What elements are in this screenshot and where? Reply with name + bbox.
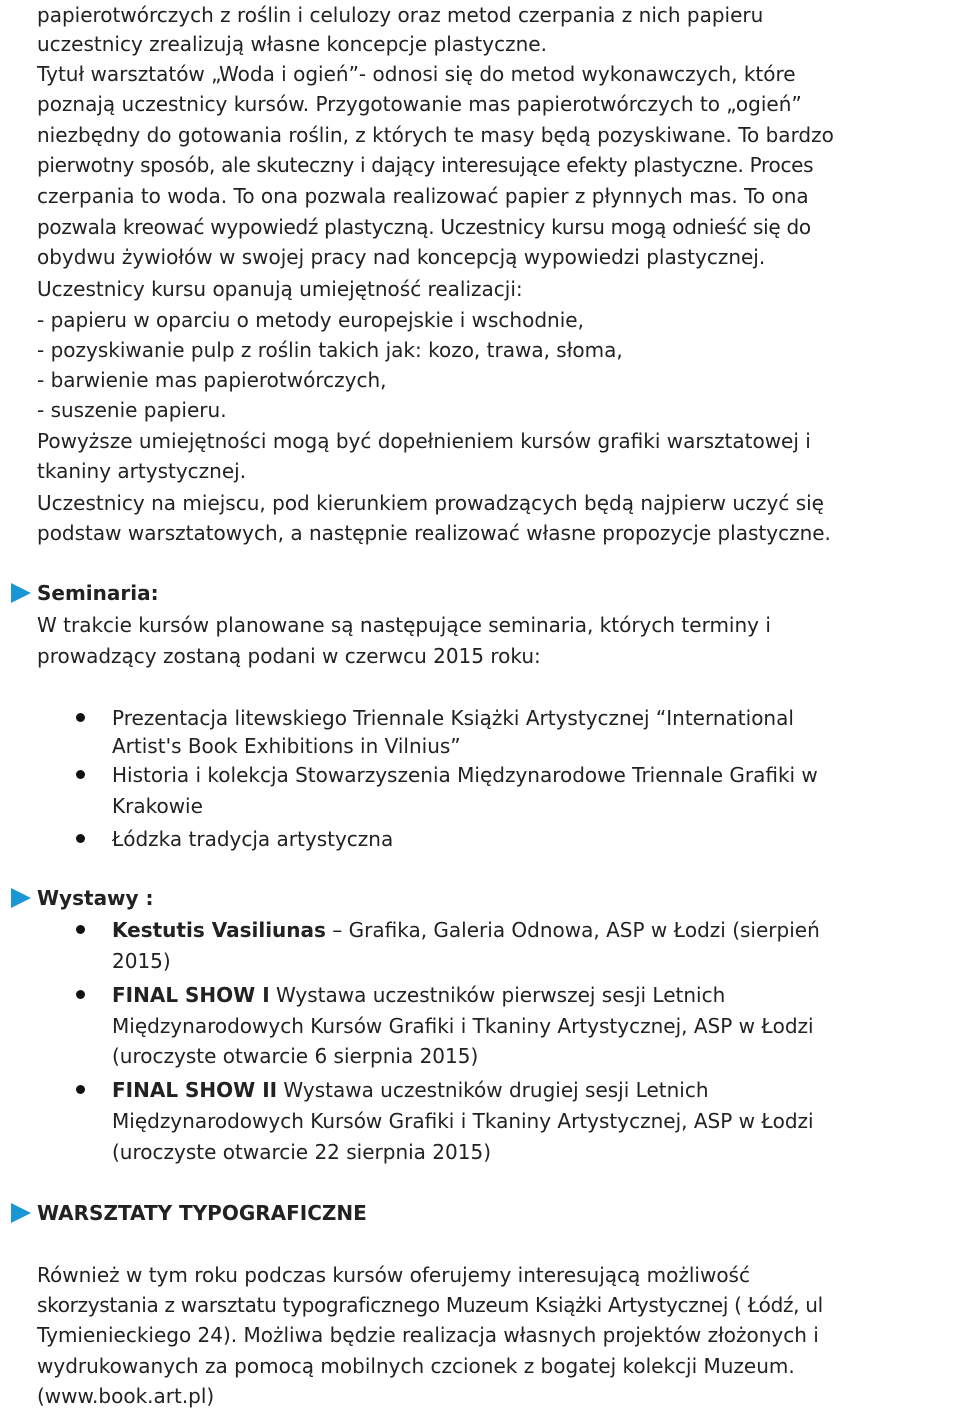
list-item-text: (uroczyste otwarcie 6 sierpnia 2015)	[112, 1044, 479, 1068]
list-item-text: Międzynarodowych Kursów Grafiki i Tkaniny Artystycznej, ASP w Łodzi	[112, 1014, 814, 1038]
list-item-text: Łódzka tradycja artystyczna	[112, 827, 394, 851]
exhibition-title: Kestutis Vasiliunas	[112, 918, 326, 942]
text-line: Uczestnicy na miejscu, pod kierunkiem prowadzących będą najpierw uczyć się	[37, 491, 824, 515]
list-item-text	[112, 980, 725, 1010]
list-item-text: Historia i kolekcja Stowarzyszenia Międzynarodowe Triennale Grafiki w	[112, 763, 818, 787]
bullet-icon	[76, 770, 85, 779]
list-item-text: 2015)	[112, 949, 171, 973]
text-line: wydrukowanych za pomocą mobilnych czcionek z bogatej kolekcji Muzeum.	[37, 1354, 795, 1378]
bullet-icon	[76, 925, 85, 934]
text-line: pierwotny sposób, ale skuteczny i dający interesujące efekty plastyczne. Proces	[37, 153, 814, 177]
list-item-text: Krakowie	[112, 794, 203, 818]
list-item-text: Prezentacja litewskiego Triennale Książki Artystycznej “International	[112, 706, 794, 730]
exhibition-desc: – Grafika, Galeria Odnowa, ASP w Łodzi (sierpień	[325, 918, 820, 942]
text-line: W trakcie kursów planowane są następujące seminaria, których terminy i	[37, 613, 771, 637]
text-line: poznają uczestnicy kursów. Przygotowanie mas papierotwórczych to „ogień”	[37, 92, 802, 116]
section-heading: Wystawy :	[37, 886, 154, 910]
arrow-bullet-icon	[11, 888, 31, 908]
text-line: Tymienieckiego 24). Możliwa będzie realizacja własnych projektów złożonych i	[37, 1323, 819, 1347]
exhibition-title: FINAL SHOW II	[112, 1078, 278, 1102]
section-heading: WARSZTATY TYPOGRAFICZNE	[37, 1201, 367, 1225]
text-line: skorzystania z warsztatu typograficznego Muzeum Książki Artystycznej ( Łódź, ul	[37, 1293, 823, 1317]
exhibition-desc: Wystawa uczestników pierwszej sesji Letnich	[269, 983, 726, 1007]
text-line: pozwala kreować wypowiedź plastyczną. Uczestnicy kursu mogą odnieść się do	[37, 215, 811, 239]
list-item-text	[112, 1075, 709, 1105]
exhibition-desc: Wystawa uczestników drugiej sesji Letnich	[277, 1078, 709, 1102]
bullet-icon	[76, 990, 85, 999]
list-item-text: Artist's Book Exhibitions in Vilnius”	[112, 734, 461, 758]
text-line: Również w tym roku podczas kursów oferujemy interesującą możliwość	[37, 1263, 750, 1287]
text-line: (www.book.art.pl)	[37, 1384, 215, 1408]
arrow-bullet-icon	[11, 583, 31, 603]
text-line: - papieru w oparciu o metody europejskie i wschodnie,	[37, 308, 584, 332]
text-line: obydwu żywiołów w swojej pracy nad koncepcją wypowiedzi plastycznej.	[37, 245, 766, 269]
list-item-text: (uroczyste otwarcie 22 sierpnia 2015)	[112, 1140, 491, 1164]
text-line: niezbędny do gotowania roślin, z których te masy będą pozyskiwane. To bardzo	[37, 123, 834, 147]
bullet-icon	[76, 1085, 85, 1094]
text-line: - pozyskiwanie pulp z roślin takich jak: kozo, trawa, słoma,	[37, 338, 623, 362]
arrow-bullet-icon	[11, 1203, 31, 1223]
text-line: czerpania to woda. To ona pozwala realizować papier z płynnych mas. To ona	[37, 184, 809, 208]
text-line: tkaniny artystycznej.	[37, 459, 247, 483]
text-line: prowadzący zostaną podani w czerwcu 2015 roku:	[37, 644, 541, 668]
text-line: podstaw warsztatowych, a następnie realizować własne propozycje plastyczne.	[37, 521, 831, 545]
bullet-icon	[76, 834, 85, 843]
list-item-text: Międzynarodowych Kursów Grafiki i Tkaniny Artystycznej, ASP w Łodzi	[112, 1109, 814, 1133]
text-line: Powyższe umiejętności mogą być dopełnieniem kursów grafiki warsztatowej i	[37, 429, 811, 453]
text-line: - barwienie mas papierotwórczych,	[37, 368, 387, 392]
bullet-icon	[76, 713, 85, 722]
text-line: uczestnicy zrealizują własne koncepcje plastyczne.	[37, 32, 547, 56]
text-line: - suszenie papieru.	[37, 398, 227, 422]
exhibition-title: FINAL SHOW I	[112, 983, 270, 1007]
text-line: papierotwórczych z roślin i celulozy oraz metod czerpania z nich papieru	[37, 3, 764, 27]
list-item-text	[112, 915, 820, 945]
section-heading: Seminaria:	[37, 581, 159, 605]
text-line: Uczestnicy kursu opanują umiejętność realizacji:	[37, 277, 523, 301]
text-line: Tytuł warsztatów „Woda i ogień”- odnosi się do metod wykonawczych, które	[37, 62, 796, 86]
